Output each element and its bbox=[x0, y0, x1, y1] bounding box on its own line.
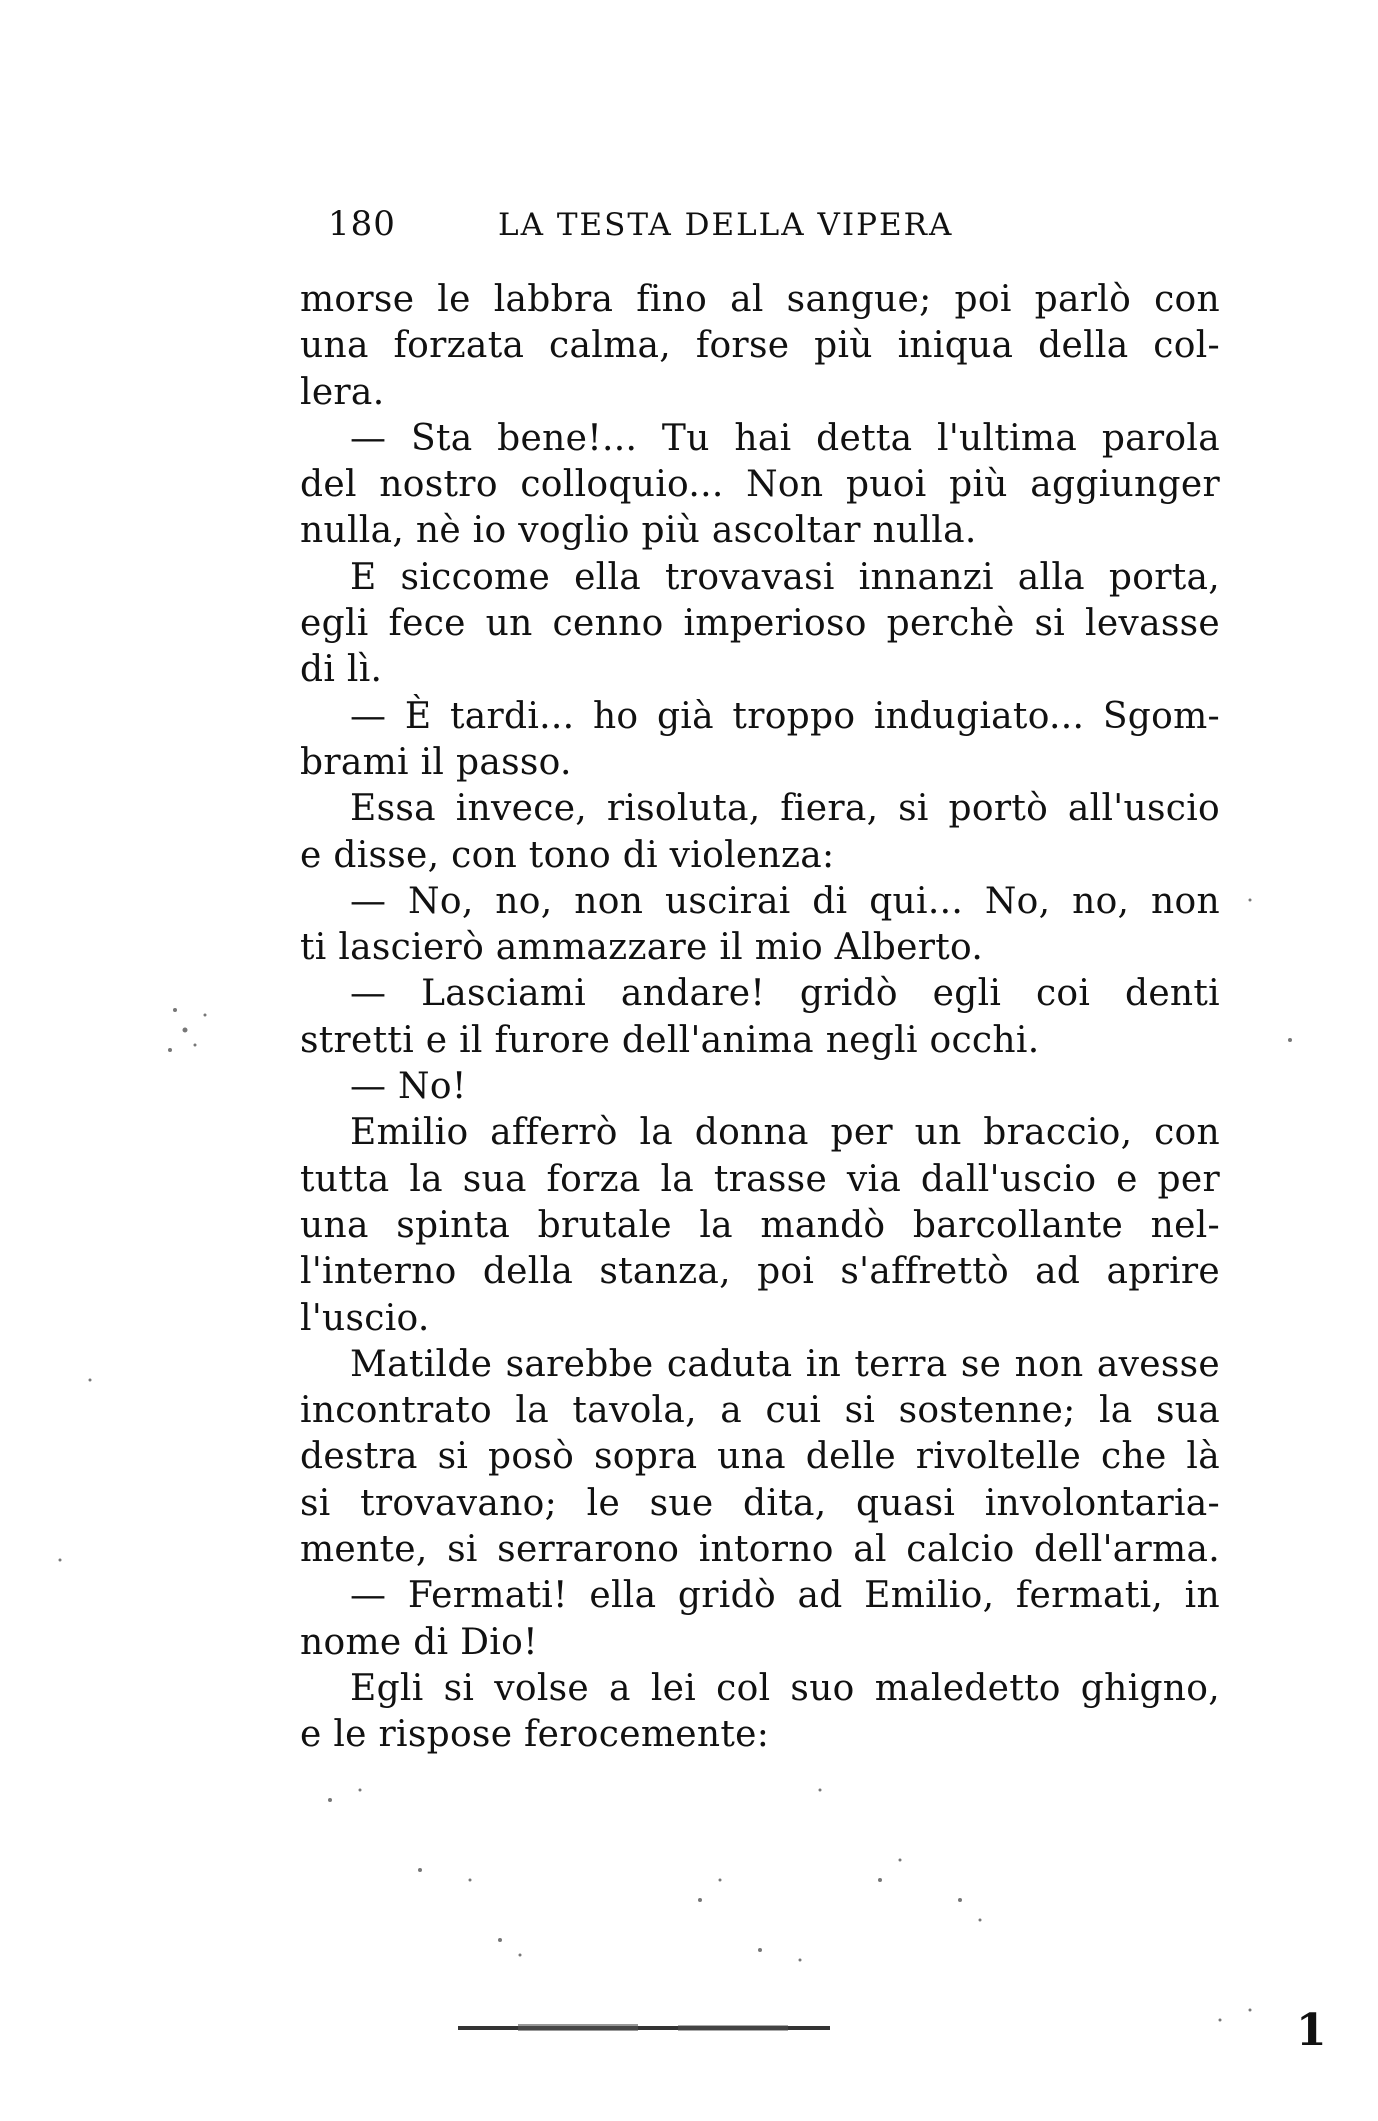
text-line: Matilde sarebbe caduta in terra se non avesse bbox=[350, 1343, 1220, 1385]
text-line: nulla, nè io voglio più ascoltar nulla. bbox=[300, 510, 977, 552]
text-line: tutta la sua forza la trasse via dall'uscio e per bbox=[300, 1158, 1220, 1200]
text-line: egli fece un cenno imperioso perchè si levasse bbox=[300, 603, 1220, 645]
text-line: mente, si serrarono intorno al calcio dell'arma. bbox=[300, 1529, 1220, 1571]
text-line: del nostro colloquio... Non puoi più aggiunger bbox=[300, 464, 1220, 506]
text-line: nome di Dio! bbox=[300, 1621, 538, 1663]
text-line: una spinta brutale la mandò barcollante nel- bbox=[300, 1204, 1220, 1246]
text-line: morse le labbra fino al sangue; poi parlò con bbox=[300, 279, 1220, 320]
decorative-rule bbox=[458, 2023, 830, 2033]
text-line: — Sta bene!... Tu hai detta l'ultima parola bbox=[350, 417, 1220, 459]
text-line: una forzata calma, forse più iniqua della col- bbox=[300, 325, 1220, 367]
running-title: LA TESTA DELLA VIPERA bbox=[498, 207, 954, 243]
text-line: si trovavano; le sue dita, quasi involontaria- bbox=[300, 1482, 1220, 1524]
text-line: — Fermati! ella gridò ad Emilio, fermati, in bbox=[350, 1575, 1220, 1617]
text-line: e le rispose ferocemente: bbox=[300, 1714, 770, 1756]
text-line: e disse, con tono di violenza: bbox=[300, 834, 835, 876]
text-line: Egli si volse a lei col suo maledetto ghigno, bbox=[350, 1667, 1220, 1709]
page-number: 180 bbox=[328, 204, 396, 244]
text-line: — È tardi... ho già troppo indugiato... Sgom- bbox=[350, 695, 1220, 737]
text-line: — No! bbox=[350, 1066, 467, 1108]
text-line: Emilio afferrò la donna per un braccio, con bbox=[350, 1112, 1220, 1154]
text-line: incontrato la tavola, a cui si sostenne; la sua bbox=[300, 1390, 1220, 1432]
text-line: lera. bbox=[300, 371, 385, 413]
page-header bbox=[328, 204, 1128, 264]
text-line: — No, no, non uscirai di qui... No, no, non bbox=[350, 880, 1220, 922]
text-line: ti lascierò ammazzare il mio Alberto. bbox=[300, 927, 984, 969]
text-line: stretti e il furore dell'anima negli occhi. bbox=[300, 1019, 1040, 1061]
text-line: brami il passo. bbox=[300, 741, 572, 783]
text-line: — Lasciami andare! gridò egli coi denti bbox=[350, 973, 1220, 1015]
text-line: E siccome ella trovavasi innanzi alla porta, bbox=[350, 556, 1220, 598]
text-line: destra si posò sopra una delle rivoltelle che là bbox=[300, 1436, 1220, 1478]
text-line: l'uscio. bbox=[300, 1297, 430, 1339]
text-line: l'interno della stanza, poi s'affrettò ad aprire bbox=[300, 1251, 1220, 1293]
text-line: Essa invece, risoluta, fiera, si portò all'uscio bbox=[350, 788, 1220, 830]
text-line: di lì. bbox=[300, 649, 383, 691]
corner-mark: 1 bbox=[1296, 2005, 1327, 2056]
body-text bbox=[300, 277, 1220, 1759]
